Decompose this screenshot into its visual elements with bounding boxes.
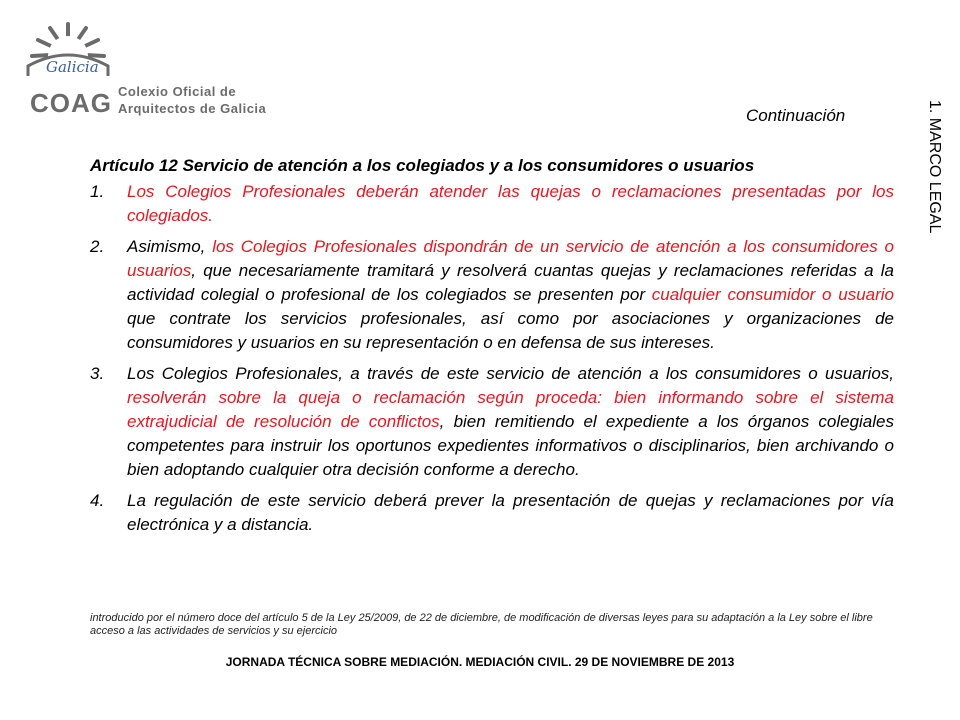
coag-logo xyxy=(18,14,267,124)
body-text: , bien remitiendo el expediente a los órganos colegiales competentes para instruir los oportunos expedientes informativos o disciplinarios, bien archivando o bien adoptando cualquier otra decisión conforme a derecho. xyxy=(127,412,894,479)
footer-event-title: JORNADA TÉCNICA SOBRE MEDIACIÓN. MEDIACIÓN CIVIL. 29 DE NOVIEMBRE DE 2013 xyxy=(225,655,735,669)
coag-sun-emblem-icon xyxy=(18,14,118,124)
article-item xyxy=(90,362,894,482)
article-item-number: 4. xyxy=(90,491,105,510)
logo-acronym: COAG xyxy=(30,88,112,118)
article-body xyxy=(90,154,894,544)
logo-name-line1: Colexio Oficial de xyxy=(118,84,237,99)
body-text: que contrate los servicios profesionales, así como por asociaciones y organizaciones de consumidores y usuarios en su representación o en defensa de sus intereses. xyxy=(127,309,894,352)
body-text: Los Colegios Profesionales, a través de este servicio de atención a los consumidores o usuarios, xyxy=(127,364,894,383)
body-text: , que necesariamente tramitará y resolverá cuantas quejas y reclamaciones referidas a la actividad colegial o profesional de los colegiados se presenten por xyxy=(127,261,894,304)
highlighted-text: los Colegios Profesionales dispondrán de un servicio de atención a los consumidores o usuarios xyxy=(127,237,894,280)
article-heading: Artículo 12 Servicio de atención a los colegiados y a los consumidores o usuarios xyxy=(90,156,755,175)
highlighted-text: Los Colegios Profesionales deberán atender las quejas o reclamaciones presentadas por los colegiados. xyxy=(127,182,894,225)
body-text: Asimismo, xyxy=(127,237,213,256)
article-item xyxy=(90,235,894,355)
article-items-list xyxy=(90,180,894,537)
highlighted-text: cualquier consumidor o usuario xyxy=(651,285,894,304)
footnote: introducido por el número doce del artículo 5 de la Ley 25/2009, de 22 de diciembre, de modificación de diversas leyes para su adaptación a la Ley sobre el libre acceso a las actividades de servicios y su ejercicio xyxy=(90,612,873,637)
continuation-label: Continuación xyxy=(746,106,846,125)
logo-script-text: Galicia xyxy=(46,58,99,76)
logo-name-line2: Arquitectos de Galicia xyxy=(118,101,267,116)
body-text: La regulación de este servicio deberá prever la presentación de quejas y reclamaciones por vía electrónica y a distancia. xyxy=(127,491,894,534)
highlighted-text: resolverán sobre la queja o reclamación según proceda: bien informando sobre el sistema extrajudicial de resolución de conflictos xyxy=(127,388,894,431)
article-item-number: 1. xyxy=(90,182,105,201)
article-item xyxy=(90,180,894,228)
article-item xyxy=(90,489,894,537)
section-title-vertical: 1. MARCO LEGAL xyxy=(926,100,943,234)
article-item-number: 2. xyxy=(90,237,105,256)
article-item-number: 3. xyxy=(90,364,105,383)
